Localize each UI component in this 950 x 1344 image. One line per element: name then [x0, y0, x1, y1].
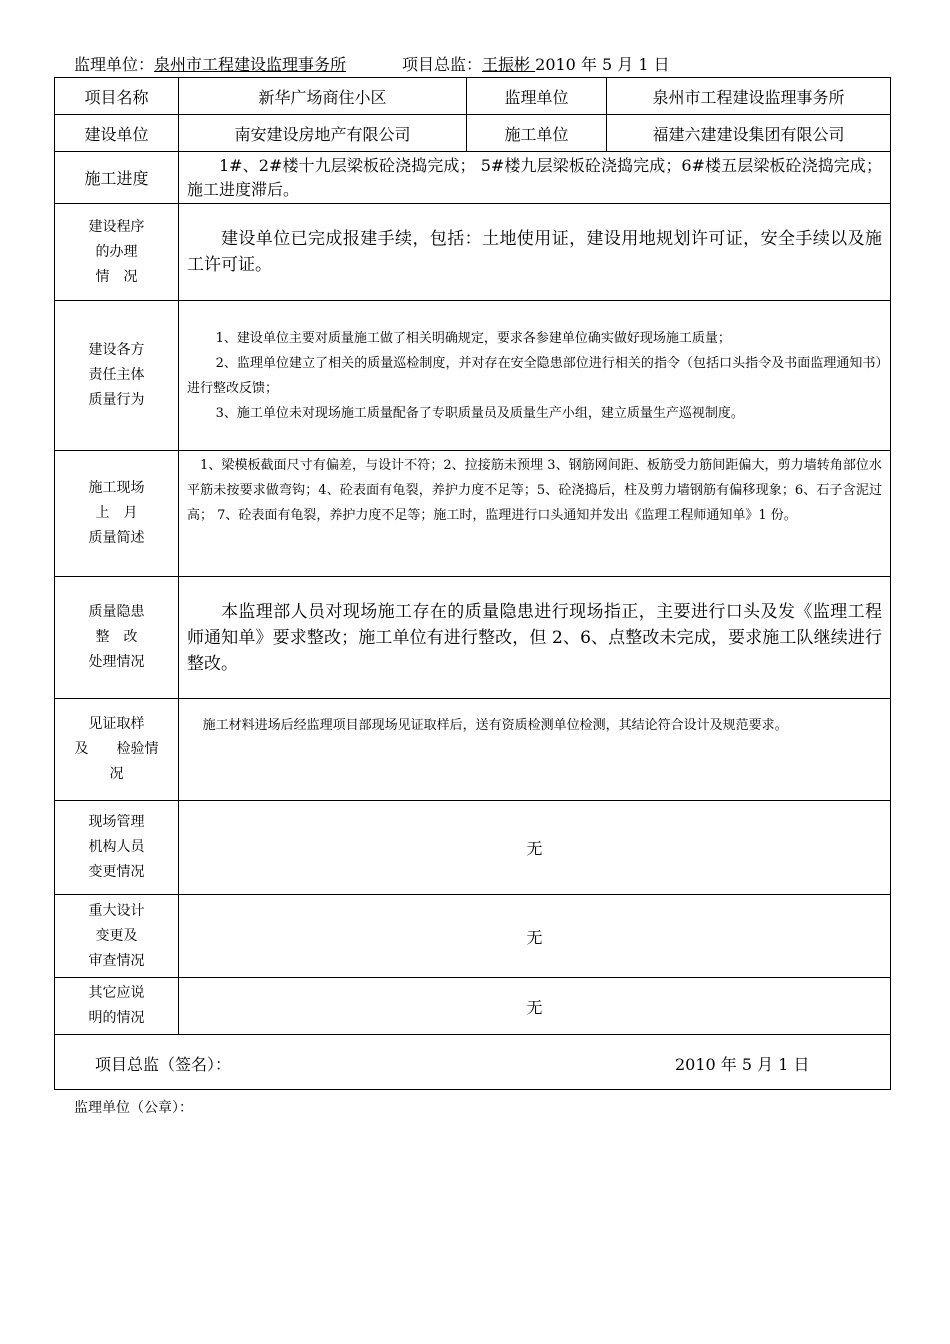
parties-cell: [179, 301, 891, 451]
procedure-cell: [179, 204, 891, 301]
parties-text-1: 1、建设单位主要对质量施工做了相关明确规定，要求各参建单位确实做好现场施工质量；: [215, 330, 731, 346]
hazard-cell: [179, 577, 891, 699]
hazard-label: [55, 577, 179, 699]
header-supervisor-value: 泉州市工程建设监理事务所: [154, 55, 347, 74]
project-name-value: 新华广场商住小区: [179, 78, 467, 115]
supervisor-unit-value: 泉州市工程建设监理事务所: [607, 78, 891, 115]
sample-cell: [179, 699, 891, 801]
other-label: [55, 978, 179, 1035]
site-label-line1: 施工现场: [88, 480, 145, 496]
seal-label: 监理单位（公章）：: [74, 1100, 193, 1116]
sample-text: 施工材料进场后经监理项目部现场见证取样后，送有资质检测单位检测，其结论符合设计及规范要求。: [202, 718, 788, 733]
parties-label-line2: 责任主体: [88, 367, 145, 383]
parties-label-line3: 质量行为: [88, 392, 145, 408]
builder-label: 建设单位: [55, 115, 179, 152]
parties-label: [55, 301, 179, 451]
contractor-value: 福建六建建设集团有限公司: [607, 115, 891, 152]
design-label: [55, 895, 179, 978]
other-label-line1: 其它应说: [88, 985, 145, 1001]
procedure-text: 建设单位已完成报建手续，包括：土地使用证，建设用地规划许可证，安全手续以及施工许可证。: [187, 229, 882, 275]
site-label: [55, 451, 179, 577]
site-label-line3: 质量简述: [88, 530, 145, 546]
hazard-text: 本监理部人员对现场施工存在的质量隐患进行现场指正，主要进行口头及发《监理工程师通知单》要求整改；施工单位有进行整改，但 2、6、点整改未完成，要求施工队继续进行整改。: [187, 601, 882, 674]
parties-label-line1: 建设各方: [88, 342, 145, 358]
design-label-line3: 审查情况: [88, 952, 145, 969]
hazard-label-line2: 整 改: [95, 629, 138, 645]
header-chief-label: 项目总监：: [402, 55, 483, 74]
progress-cell: [179, 152, 891, 204]
hazard-label-line3: 处理情况: [88, 654, 145, 670]
progress-text: 1#、2#楼十九层梁板砼浇捣完成； 5#楼九层梁板砼浇捣完成；6#楼五层梁板砼浇捣完成；施工进度滞后。: [187, 155, 882, 199]
project-name-label: 项目名称: [55, 78, 179, 115]
parties-text-2: 2、监理单位建立了相关的质量巡检制度，并对存在安全隐患部位进行相关的指令（包括口头指令及书面监理通知书）进行整改反馈；: [187, 355, 882, 396]
site-text: 1、梁模板截面尺寸有偏差，与设计不符；2、拉接筋未预埋 3、钢筋网间距、板筋受力筋间距偏大，剪力墙转角部位水平筋未按要求做弯钩；4、砼表面有龟裂，养护力度不足等；5、砼浇捣后，柱及剪力墙钢筋有偏移现象；6、石子含泥过高； 7、砼表面有龟裂，养护力度不足等；施工时，监理进行口头通知并发出《监理工程师通知单》1 份。: [187, 458, 882, 523]
other-label-line2: 明的情况: [88, 1010, 145, 1026]
report-table: [54, 77, 891, 1090]
staff-label-line3: 变更情况: [88, 864, 145, 880]
header-chief-value: 王振彬: [482, 55, 536, 74]
design-value: 无: [179, 895, 891, 978]
site-label-line2: 上 月: [95, 505, 138, 521]
procedure-label-line2: 的办理: [95, 243, 138, 260]
sign-row: [55, 1035, 891, 1090]
procedure-label-line3: 情 况: [95, 268, 138, 285]
header-date: 2010 年 5 月 1 日: [535, 55, 670, 74]
design-label-line2: 变更及: [95, 927, 138, 944]
staff-value: 无: [179, 801, 891, 895]
progress-label: 施工进度: [55, 152, 179, 204]
site-cell: [179, 451, 891, 577]
sign-date: 2010 年 5 月 1 日: [675, 1055, 810, 1074]
builder-value: 南安建设房地产有限公司: [179, 115, 467, 152]
page-header: [74, 52, 670, 75]
header-supervisor-label: 监理单位：: [74, 55, 155, 74]
procedure-label: [55, 204, 179, 301]
staff-label-line1: 现场管理: [88, 814, 145, 830]
sample-label-line3: 况: [109, 766, 124, 782]
hazard-label-line1: 质量隐患: [88, 604, 145, 620]
chief-sign-label: 项目总监（签名）：: [95, 1055, 232, 1074]
staff-label: [55, 801, 179, 895]
parties-text-3: 3、施工单位未对现场施工质量配备了专职质量员及质量生产小组，建立质量生产巡视制度。: [215, 405, 744, 421]
supervisor-unit-label: 监理单位: [467, 78, 607, 115]
sample-label-line2: 及 检验情: [74, 741, 159, 757]
staff-label-line2: 机构人员: [88, 839, 145, 855]
sample-label-line1: 见证取样: [88, 716, 145, 732]
design-label-line1: 重大设计: [88, 902, 145, 919]
other-value: 无: [179, 978, 891, 1035]
procedure-label-line1: 建设程序: [88, 218, 145, 235]
sample-label: [55, 699, 179, 801]
contractor-label: 施工单位: [467, 115, 607, 152]
